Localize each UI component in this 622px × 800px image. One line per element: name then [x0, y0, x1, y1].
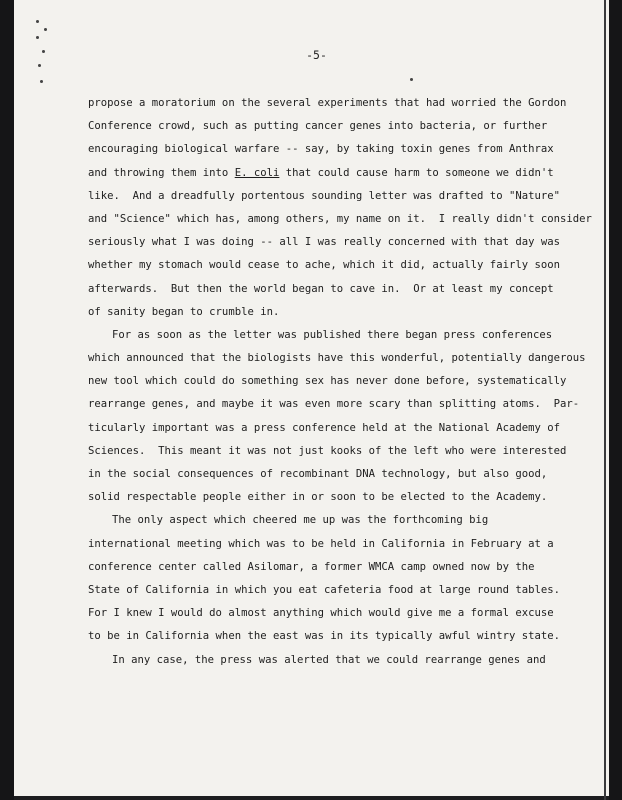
text-line: For I knew I would do almost anything which would give me a formal excuse: [88, 607, 554, 620]
text-line: seriously what I was doing -- all I was really concerned with that day was: [88, 236, 560, 249]
text-line: rearrange genes, and maybe it was even more scary than splitting atoms. Par-: [88, 398, 580, 411]
punch-mark: [410, 78, 413, 81]
text-line: new tool which could do something sex has never done before, systematically: [88, 375, 567, 388]
text-line: encouraging biological warfare -- say, by taking toxin genes from Anthrax: [88, 143, 554, 156]
paragraph: [88, 324, 586, 510]
text-line: The only aspect which cheered me up was the forthcoming big: [112, 514, 489, 527]
text-line: which announced that the biologists have this wonderful, potentially dangerous: [88, 352, 586, 365]
punch-mark: [36, 36, 39, 39]
punch-mark: [44, 28, 47, 31]
body-text: [88, 92, 592, 672]
text-line: like. And a dreadfully portentous sounding letter was drafted to "Nature": [88, 189, 560, 202]
punch-mark: [38, 64, 41, 67]
text-line: conference center called Asilomar, a former WMCA camp owned now by the: [88, 560, 535, 573]
text-line: propose a moratorium on the several experiments that had worried the Gordon: [88, 97, 567, 109]
text-line: international meeting which was to be held in California in February at a: [88, 537, 554, 550]
text-line: ticularly important was a press conference held at the National Academy of: [88, 421, 560, 434]
text-line: In any case, the press was alerted that we could rearrange genes and: [112, 653, 546, 666]
paragraph: [88, 509, 560, 648]
text-line: Sciences. This meant it was not just kooks of the left who were interested: [88, 444, 567, 457]
text-line: of sanity began to crumble in.: [88, 305, 280, 318]
punch-mark: [40, 80, 43, 83]
text-line: and "Science" which has, among others, my name on it. I really didn't consider: [88, 212, 592, 225]
text-line: For as soon as the letter was published there began press conferences: [112, 328, 553, 341]
text-line: to be in California when the east was in its typically awful wintry state.: [88, 630, 560, 643]
text-line: State of California in which you eat cafeteria food at large round tables.: [88, 583, 560, 596]
punch-mark: [36, 20, 39, 23]
text-line: whether my stomach would cease to ache, which it did, actually fairly soon: [88, 259, 560, 272]
paragraph: [88, 92, 592, 324]
paragraph: [88, 649, 548, 672]
text-line: and throwing them into E. coli that could cause harm to someone we didn't: [88, 166, 554, 179]
page-number: -5-: [306, 48, 327, 62]
text-line: in the social consequences of recombinant DNA technology, but also good,: [88, 468, 548, 480]
underlined-term: E. coli: [234, 166, 280, 179]
document-page: [14, 0, 609, 796]
scan-left-border: [0, 0, 14, 800]
scan-edge-line: [604, 0, 606, 800]
punch-mark: [42, 50, 45, 53]
text-line: solid respectable people either in or soon to be elected to the Academy.: [88, 491, 548, 504]
scan-right-border: [609, 0, 622, 800]
text-line: afterwards. But then the world began to cave in. Or at least my concept: [88, 282, 554, 295]
text-line: Conference crowd, such as putting cancer genes into bacteria, or further: [88, 120, 548, 133]
